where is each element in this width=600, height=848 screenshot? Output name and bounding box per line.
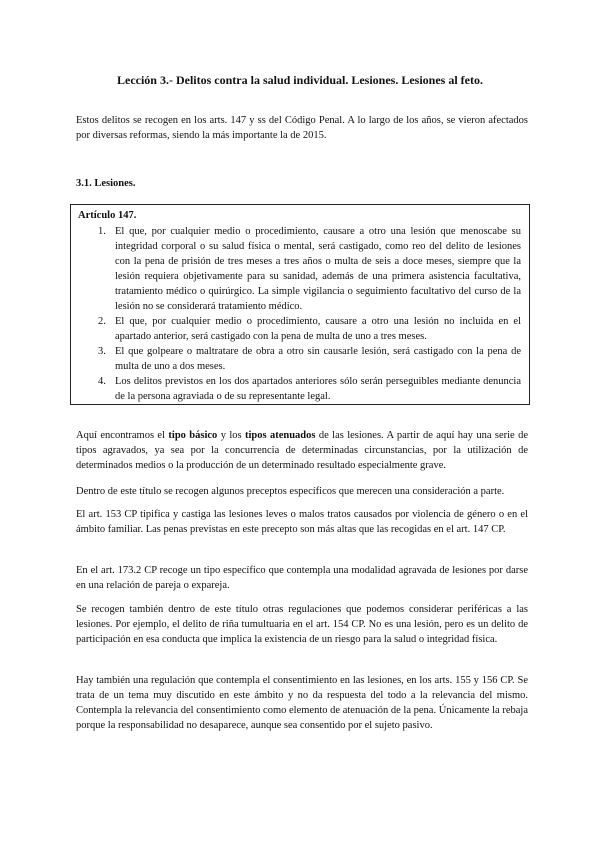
- text-run: Aquí encontramos el: [76, 430, 169, 441]
- article-item: [71, 314, 529, 344]
- body-paragraph-consentimiento: Hay también una regulación que contempla el consentimiento en las lesiones, en los arts. 155 y 156 CP. Se trata de un tema muy discutido en este ámbito y no da respuesta del todo a la relevancia del mismo. Contempla la relevancia del consentimiento como elemento de atenuación de la pena. Únicamente la rebaja porque la responsabilidad no desaparece, aunque sea consentido por el sujeto pasivo.: [76, 675, 528, 731]
- body-paragraph-art173: En el art. 173.2 CP recoge un tipo específico que contempla una modalidad agravada de lesiones por darse en una relación de pareja o expareja.: [76, 565, 528, 591]
- article-item: [71, 374, 529, 404]
- body-paragraph-types: [76, 428, 528, 473]
- emphasis-tipos-atenuados: tipos atenuados: [244, 430, 316, 441]
- article-item: [71, 344, 529, 374]
- article-item-text: El que golpeare o maltratare de obra a otro sin causarle lesión, será castigado con la pena de multa de uno a dos meses.: [115, 346, 521, 372]
- page-title: Lección 3.- Delitos contra la salud individual. Lesiones. Lesiones al feto.: [116, 73, 483, 87]
- article-item-number: 3.: [98, 346, 106, 357]
- article-title: Artículo 147.: [78, 210, 137, 221]
- article-item-number: 1.: [98, 226, 106, 237]
- body-paragraph-preceptos: Dentro de este título se recogen algunos preceptos específicos que merecen una consideración a parte.: [76, 486, 505, 497]
- article-item: [71, 224, 529, 314]
- intro-paragraph: Estos delitos se recogen en los arts. 147 y ss del Código Penal. A lo largo de los años, se vieron afectados por diversas reformas, siendo la más importante la de 2015.: [76, 115, 528, 141]
- article-item-number: 4.: [98, 376, 106, 387]
- body-paragraph-art153: El art. 153 CP tipifica y castiga las lesiones leves o malos tratos causados por violencia de género o en el ámbito familiar. Las penas previstas en este precepto son más altas que las recogidas en el art. 147 CP.: [76, 509, 528, 535]
- article-item-text: El que, por cualquier medio o procedimiento, causare a otro una lesión no incluida en el apartado anterior, será castigado con la pena de multa de uno a tres meses.: [115, 316, 521, 342]
- body-paragraph-rina: Se recogen también dentro de este título otras regulaciones que podemos considerar periféricas a las lesiones. Por ejemplo, el delito de riña tumultuaria en el art. 154 CP. No es una lesión, pero es un delito de participación en esa conducta que implica la existencia de un riesgo para la salud o integridad física.: [76, 604, 528, 645]
- text-run: y los: [217, 430, 245, 441]
- article-list: [71, 224, 529, 404]
- section-heading: 3.1. Lesiones.: [76, 178, 136, 189]
- article-box: [70, 204, 530, 405]
- article-item-text: El que, por cualquier medio o procedimiento, causare a otro una lesión que menoscabe su integridad corporal o su salud física o mental, será castigado, como reo del delito de lesiones con la pena de prisión de tres meses a tres años o multa de seis a doce meses, siempre que la lesión requiera objetivamente para su sanidad, además de una primera asistencia facultativa, tratamiento médico o quirúrgico. La simple vigilancia o seguimiento facultativo del curso de la lesión no se considerará tratamiento médico.: [115, 226, 521, 312]
- article-item-text: Los delitos previstos en los dos apartados anteriores sólo serán perseguibles mediante denuncia de la persona agraviada o de su representante legal.: [115, 376, 521, 402]
- article-item-number: 2.: [98, 316, 106, 327]
- text-run: de las lesiones. A partir de aquí hay una serie de tipos agravados, ya sea por la concurrencia de determinadas circunstancias, por la utilización de determinados medios o la producción de un determinado resultado especialmente grave.: [76, 430, 528, 471]
- emphasis-tipo-basico: tipo básico: [168, 430, 218, 441]
